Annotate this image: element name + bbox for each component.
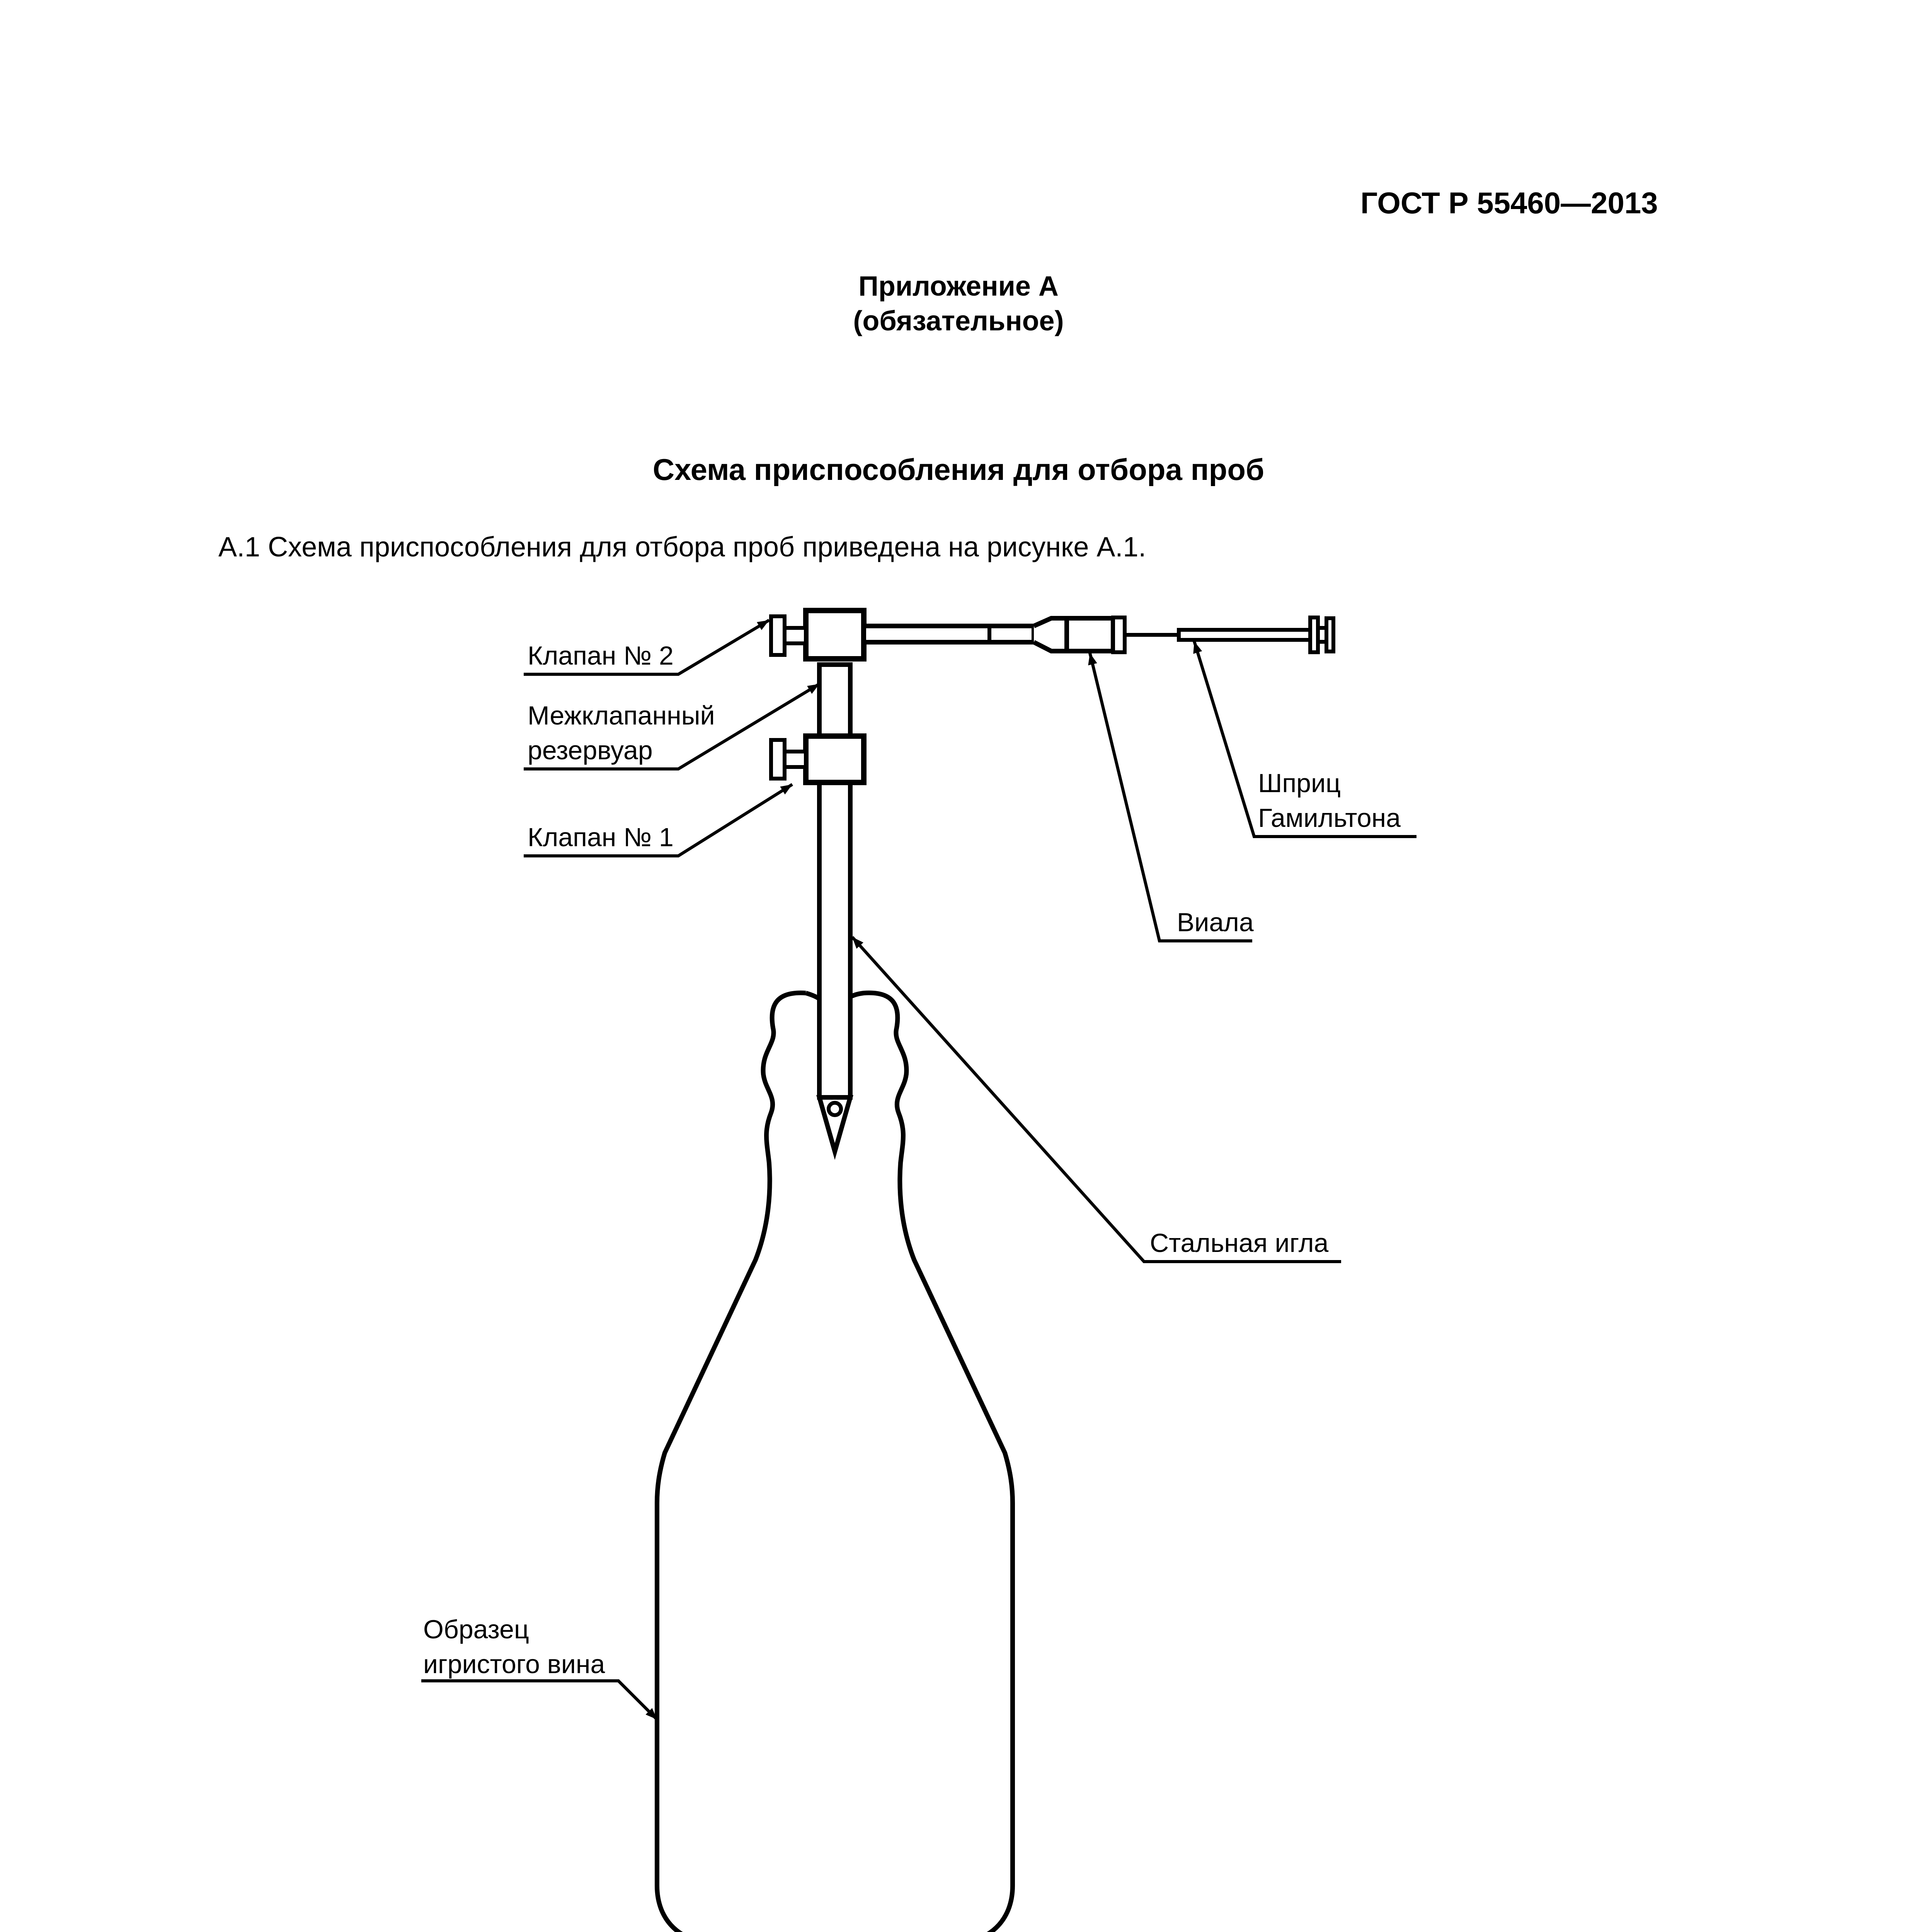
horizontal-tube: [864, 626, 1034, 642]
tube-taper: [1034, 618, 1067, 651]
annex-title: Приложение А: [858, 271, 1059, 302]
needle-hole: [829, 1103, 841, 1115]
label-reservoir-line2: резервуар: [528, 736, 653, 765]
document-code: ГОСТ Р 55460—2013: [1360, 186, 1658, 220]
syringe-plunger-head: [1326, 618, 1333, 651]
valve-2-body: [806, 611, 864, 659]
label-sample-line2: игристого вина: [423, 1650, 605, 1679]
leader-vial: [1090, 653, 1252, 941]
valve-1-stem: [785, 752, 806, 767]
steel-needle: [819, 665, 850, 1097]
label-sample-line1: Образец: [423, 1615, 529, 1644]
valve-1-handle: [771, 740, 785, 779]
label-valve-2: Клапан № 2: [528, 641, 674, 670]
valve-1-body: [806, 736, 864, 782]
vial: [1067, 618, 1113, 651]
label-vial: Виала: [1177, 908, 1254, 937]
annex-status: (обязательное): [853, 306, 1064, 337]
valve-2-stem: [785, 628, 806, 643]
label-valve-1: Клапан № 1: [528, 823, 674, 852]
leader-sample: [421, 1681, 657, 1719]
label-syringe-line1: Шприц: [1258, 769, 1341, 798]
hamilton-syringe: [1179, 630, 1310, 640]
paragraph-a1: А.1 Схема приспособления для отбора проб приведена на рисунке А.1.: [218, 532, 1146, 563]
vial-cap: [1113, 617, 1125, 652]
leader-needle: [852, 937, 1341, 1262]
section-title: Схема приспособления для отбора проб: [652, 452, 1265, 486]
label-steel-needle: Стальная игла: [1150, 1228, 1329, 1258]
label-reservoir-line1: Межклапанный: [528, 701, 715, 730]
label-syringe-line2: Гамильтона: [1258, 803, 1401, 833]
valve-2-handle: [771, 616, 785, 655]
